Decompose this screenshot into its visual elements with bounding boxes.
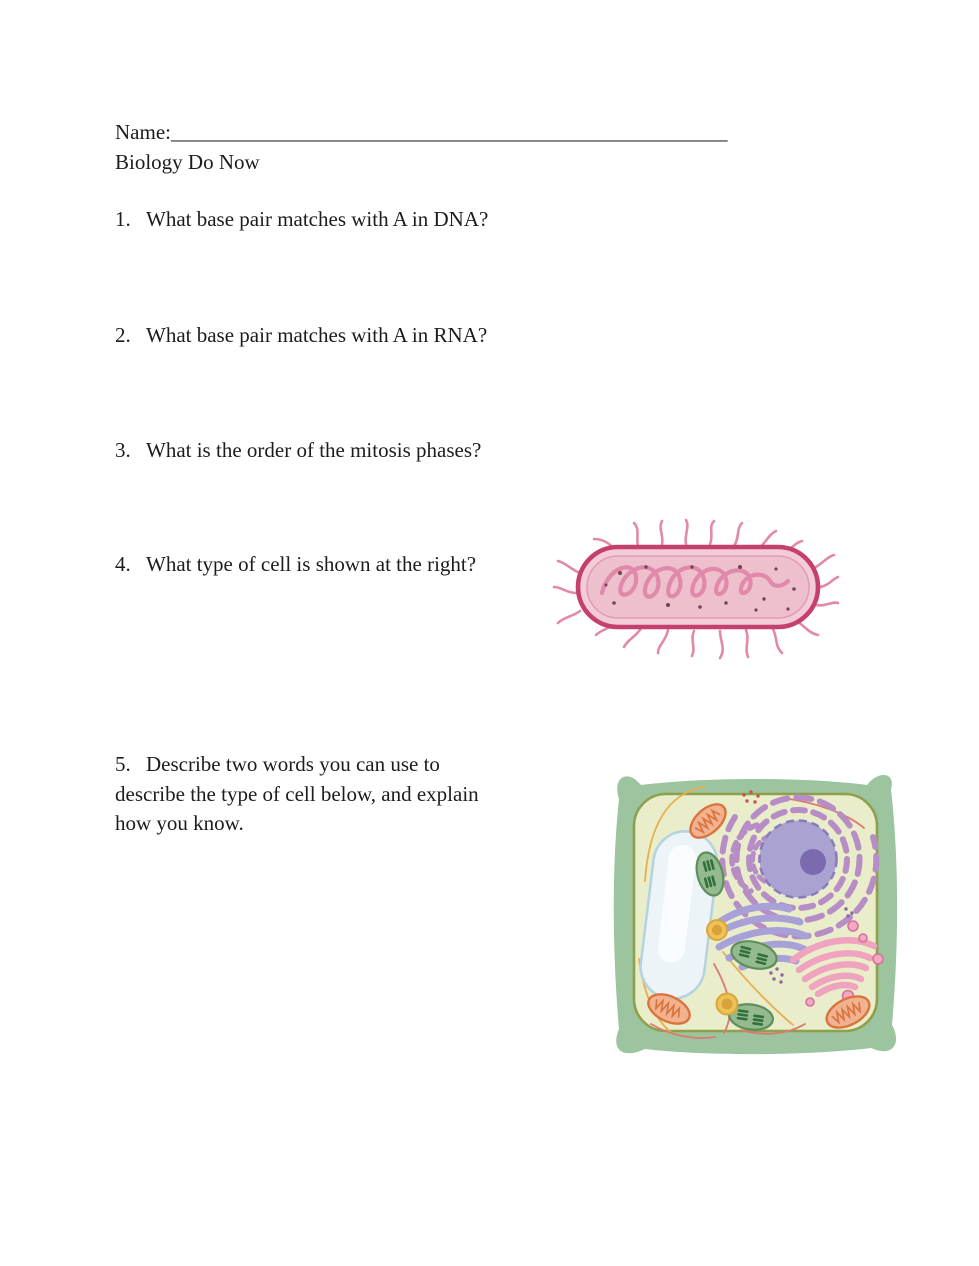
plant-cell-figure <box>605 763 905 1058</box>
question-5-number: 5. <box>115 752 131 776</box>
question-4-number: 4. <box>115 552 131 576</box>
nucleolus <box>800 849 826 875</box>
question-5-line-3: how you know. <box>115 811 244 835</box>
name-line <box>115 118 727 147</box>
question-4 <box>115 550 476 579</box>
question-5 <box>115 750 479 839</box>
prokaryotic-cell-illustration <box>550 517 840 662</box>
plant-cell-illustration <box>605 763 905 1058</box>
question-4-text: What type of cell is shown at the right? <box>146 552 477 576</box>
name-label: Name: <box>115 120 171 144</box>
question-1 <box>115 205 488 234</box>
question-5-line-2: describe the type of cell below, and explain <box>115 781 479 806</box>
page-title: Biology Do Now <box>115 150 260 174</box>
question-2-text: What base pair matches with A in RNA? <box>146 323 488 347</box>
question-3 <box>115 436 481 465</box>
peroxisome-upper <box>707 920 727 940</box>
question-1-text: What base pair matches with A in DNA? <box>146 207 489 231</box>
question-3-number: 3. <box>115 438 131 462</box>
name-blank-line: _____________________________________________________ <box>170 120 728 144</box>
peroxisome-lower <box>717 994 738 1015</box>
question-3-text: What is the order of the mitosis phases? <box>146 438 482 462</box>
question-5-line-1: Describe two words you can use to <box>146 752 440 776</box>
question-2-number: 2. <box>115 323 131 347</box>
prokaryotic-cell-figure <box>550 517 840 662</box>
question-2 <box>115 321 487 350</box>
question-1-number: 1. <box>115 207 131 231</box>
